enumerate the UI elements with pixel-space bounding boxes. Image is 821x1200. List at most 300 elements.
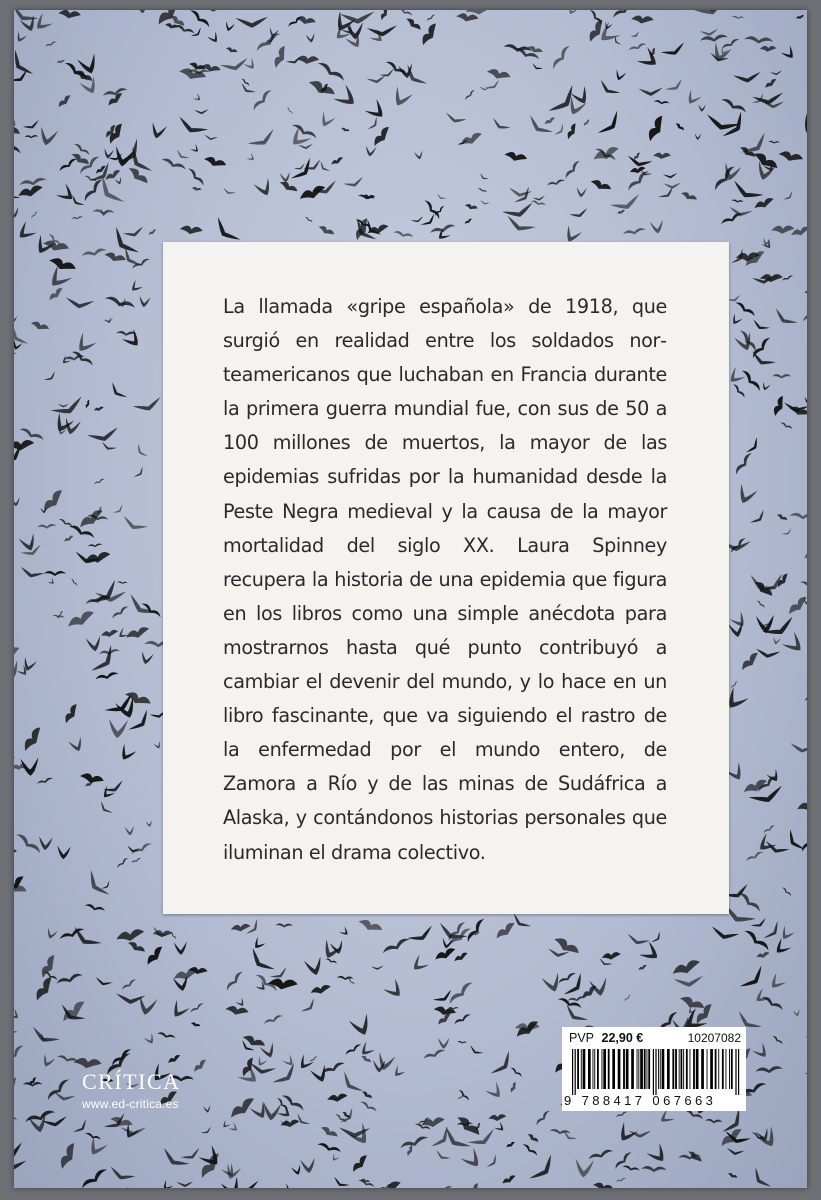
bird-silhouette	[399, 1134, 429, 1150]
barcode-bar	[626, 1049, 629, 1089]
bird-silhouette	[796, 15, 804, 19]
bird-silhouette	[529, 1154, 558, 1185]
bird-silhouette	[407, 926, 436, 946]
bird-silhouette	[286, 106, 293, 114]
bird-silhouette	[626, 934, 650, 948]
bird-silhouette	[731, 16, 744, 20]
bird-silhouette	[14, 10, 39, 26]
bird-silhouette	[543, 117, 556, 125]
bird-silhouette	[18, 426, 45, 442]
bird-silhouette	[207, 31, 221, 45]
bird-silhouette	[763, 824, 776, 834]
bird-silhouette	[468, 1045, 484, 1057]
bird-silhouette	[510, 913, 532, 932]
bird-silhouette	[732, 383, 747, 399]
bird-silhouette	[337, 976, 354, 981]
bird-silhouette	[602, 951, 621, 960]
bird-silhouette	[782, 275, 794, 282]
bird-silhouette	[514, 1020, 541, 1038]
bird-silhouette	[755, 1065, 783, 1074]
bird-silhouette	[630, 31, 640, 38]
bird-silhouette	[548, 85, 580, 118]
bird-silhouette	[318, 161, 330, 174]
barcode-bar	[693, 1049, 695, 1089]
bird-silhouette	[200, 10, 227, 12]
bird-silhouette	[325, 958, 338, 965]
bird-silhouette	[569, 208, 589, 220]
bird-silhouette	[464, 89, 476, 101]
bird-silhouette	[405, 1144, 416, 1156]
bird-silhouette	[768, 141, 780, 144]
bird-silhouette	[296, 52, 320, 67]
barcode-bar	[729, 1049, 730, 1089]
bird-silhouette	[551, 44, 573, 71]
bird-silhouette	[15, 221, 37, 243]
bird-silhouette	[57, 845, 71, 859]
bird-silhouette	[436, 194, 447, 202]
bird-silhouette	[804, 688, 807, 703]
bird-silhouette	[525, 115, 553, 139]
bird-silhouette	[262, 1102, 281, 1121]
bird-silhouette	[567, 10, 578, 16]
barcode-bar	[638, 1049, 639, 1089]
bird-silhouette	[56, 610, 64, 619]
bird-silhouette	[738, 651, 762, 671]
bird-silhouette	[772, 637, 780, 645]
bird-silhouette	[432, 1184, 453, 1188]
bird-silhouette	[417, 22, 442, 46]
bird-silhouette	[434, 205, 446, 217]
bird-silhouette	[14, 316, 19, 325]
bird-silhouette	[143, 945, 167, 966]
bird-silhouette	[194, 109, 209, 114]
barcode-bar	[667, 1049, 670, 1089]
bird-silhouette	[638, 964, 648, 970]
bird-silhouette	[14, 1043, 25, 1065]
bird-silhouette	[458, 1089, 471, 1102]
bird-silhouette	[797, 801, 807, 811]
bird-silhouette	[100, 786, 115, 801]
bird-silhouette	[590, 175, 612, 195]
bird-silhouette	[108, 719, 128, 739]
bird-silhouette	[637, 47, 661, 71]
bird-silhouette	[134, 466, 146, 479]
bird-silhouette	[241, 78, 250, 87]
bird-silhouette	[85, 1136, 107, 1158]
bird-silhouette	[161, 1180, 173, 1188]
barcode-bar	[644, 1049, 646, 1089]
bird-silhouette	[56, 94, 73, 108]
isbn-barcode	[572, 1049, 740, 1095]
bird-silhouette	[358, 1041, 375, 1058]
bird-silhouette	[803, 546, 807, 559]
bird-silhouette	[44, 571, 66, 576]
bird-silhouette	[361, 1089, 372, 1101]
bird-silhouette	[755, 649, 780, 660]
bird-silhouette	[144, 1033, 157, 1046]
bird-silhouette	[103, 148, 114, 159]
price-barcode-label	[562, 1027, 746, 1111]
bird-silhouette	[588, 1148, 614, 1161]
bird-silhouette	[195, 1152, 225, 1179]
bird-silhouette	[752, 1043, 770, 1061]
bird-silhouette	[14, 661, 21, 680]
bird-silhouette	[383, 979, 405, 1001]
bird-silhouette	[121, 978, 138, 992]
bird-silhouette	[628, 42, 647, 52]
bird-silhouette	[367, 25, 398, 37]
bird-silhouette	[177, 1181, 194, 1187]
bird-silhouette	[45, 41, 57, 48]
bird-silhouette	[134, 444, 148, 460]
bird-silhouette	[651, 931, 663, 945]
bird-silhouette	[782, 632, 807, 657]
barcode-bar	[608, 1049, 610, 1089]
bird-silhouette	[300, 1158, 316, 1174]
bird-silhouette	[224, 21, 235, 32]
bird-silhouette	[434, 947, 457, 960]
barcode-bar	[653, 1049, 654, 1095]
bird-silhouette	[69, 927, 102, 952]
bird-silhouette	[32, 13, 53, 34]
barcode-bar	[681, 1049, 683, 1089]
bird-silhouette	[102, 87, 128, 99]
bird-silhouette	[14, 116, 21, 141]
bird-silhouette	[784, 829, 805, 854]
bird-silhouette	[83, 870, 109, 900]
barcode-bar	[686, 1049, 688, 1089]
bird-silhouette	[298, 144, 313, 150]
bird-silhouette	[45, 928, 57, 940]
bird-silhouette	[304, 957, 325, 978]
bird-silhouette	[14, 522, 15, 535]
bird-silhouette	[189, 1002, 204, 1014]
bird-silhouette	[338, 1072, 363, 1097]
bird-silhouette	[804, 289, 807, 296]
bird-silhouette	[617, 210, 625, 215]
bird-silhouette	[504, 147, 528, 165]
bird-silhouette	[116, 628, 129, 641]
bird-silhouette	[37, 524, 56, 530]
bird-silhouette	[42, 1116, 68, 1128]
bird-silhouette	[14, 756, 15, 760]
bird-silhouette	[504, 216, 536, 236]
bird-silhouette	[592, 146, 620, 161]
bird-silhouette	[133, 397, 163, 415]
bird-silhouette	[87, 427, 120, 444]
bird-silhouette	[116, 929, 144, 941]
bird-silhouette	[742, 928, 770, 953]
blurb-panel	[163, 242, 729, 914]
price-value: 22,90 €	[601, 1031, 644, 1045]
barcode-bar	[603, 1049, 606, 1089]
bird-silhouette	[710, 926, 740, 942]
bird-silhouette	[770, 70, 783, 75]
publisher-url: www.ed-critica.es	[82, 1097, 179, 1111]
bird-silhouette	[228, 1122, 239, 1133]
bird-silhouette	[58, 157, 78, 173]
bird-silhouette	[254, 178, 275, 199]
bird-silhouette	[29, 1027, 60, 1048]
bird-silhouette	[280, 1093, 305, 1113]
bird-silhouette	[332, 1177, 350, 1188]
bird-silhouette	[764, 921, 783, 943]
bird-silhouette	[14, 646, 22, 666]
bird-silhouette	[301, 998, 318, 1015]
bird-silhouette	[101, 881, 112, 892]
bird-silhouette	[23, 120, 41, 132]
barcode-bar	[583, 1049, 586, 1089]
bird-silhouette	[50, 396, 86, 420]
bird-silhouette	[310, 1065, 330, 1085]
bird-silhouette	[626, 156, 652, 170]
bird-silhouette	[94, 977, 112, 988]
bird-silhouette	[582, 119, 591, 126]
bird-silhouette	[179, 221, 203, 237]
bird-silhouette	[246, 948, 275, 976]
bird-silhouette	[92, 209, 114, 215]
bird-silhouette	[191, 28, 204, 40]
bird-silhouette	[14, 1094, 17, 1126]
bird-silhouette	[68, 737, 85, 754]
bird-silhouette	[598, 111, 624, 139]
bird-silhouette	[397, 10, 413, 17]
bird-silhouette	[367, 75, 387, 84]
bird-silhouette	[174, 942, 188, 956]
bird-silhouette	[486, 64, 511, 84]
bird-silhouette	[330, 157, 344, 166]
bird-silhouette	[615, 1111, 628, 1119]
bird-silhouette	[128, 710, 153, 736]
bird-silhouette	[663, 183, 681, 189]
bird-silhouette	[220, 58, 250, 74]
bird-silhouette	[79, 768, 104, 787]
barcode-bar	[738, 1049, 739, 1095]
bird-silhouette	[30, 211, 38, 220]
bird-silhouette	[203, 152, 227, 171]
bird-silhouette	[111, 605, 130, 620]
pvp-label: PVP	[569, 1031, 595, 1045]
bird-silhouette	[57, 60, 65, 64]
bird-silhouette	[159, 1148, 190, 1172]
bird-silhouette	[453, 1013, 472, 1026]
bird-silhouette	[698, 104, 705, 111]
bird-silhouette	[778, 146, 804, 166]
book-back-cover	[14, 10, 807, 1188]
bird-silhouette	[756, 600, 766, 609]
barcode-bar	[572, 1049, 573, 1095]
barcode-bar	[696, 1049, 699, 1089]
bird-silhouette	[631, 12, 654, 27]
bird-silhouette	[160, 157, 187, 172]
barcode-bar	[722, 1049, 724, 1089]
bird-silhouette	[501, 1175, 517, 1185]
bird-silhouette	[763, 841, 790, 857]
bird-silhouette	[653, 100, 669, 106]
bird-silhouette	[190, 144, 200, 154]
bird-silhouette	[279, 177, 299, 196]
bird-silhouette	[657, 1109, 674, 1126]
bird-silhouette	[39, 488, 67, 513]
bird-silhouette	[125, 594, 158, 621]
bird-silhouette	[343, 177, 365, 190]
bird-silhouette	[531, 63, 543, 72]
bird-silhouette	[246, 919, 261, 937]
bird-silhouette	[613, 1150, 633, 1170]
barcode-bar	[594, 1049, 595, 1089]
bird-silhouette	[641, 1166, 666, 1173]
bird-silhouette	[411, 216, 425, 224]
bird-silhouette	[639, 941, 662, 964]
bird-silhouette	[139, 651, 153, 665]
bird-silhouette	[772, 374, 791, 378]
bird-silhouette	[494, 1122, 506, 1134]
bird-silhouette	[720, 97, 747, 115]
bird-silhouette	[781, 45, 797, 61]
bird-silhouette	[63, 535, 74, 542]
bird-silhouette	[772, 1035, 784, 1045]
bird-silhouette	[740, 368, 762, 392]
bird-silhouette	[804, 166, 807, 185]
bird-silhouette	[378, 10, 391, 21]
bird-silhouette	[734, 451, 754, 476]
bird-silhouette	[38, 836, 52, 850]
bird-silhouette	[623, 994, 631, 1002]
bird-silhouette	[461, 1148, 484, 1171]
bird-silhouette	[291, 1165, 303, 1177]
bird-silhouette	[733, 72, 762, 84]
bird-silhouette	[14, 1076, 20, 1092]
barcode-bar	[718, 1049, 719, 1089]
bird-silhouette	[108, 382, 128, 402]
bird-silhouette	[745, 850, 764, 863]
barcode-bar	[690, 1049, 691, 1089]
barcode-bar	[658, 1049, 659, 1089]
bird-silhouette	[700, 34, 729, 44]
bird-silhouette	[235, 17, 268, 28]
bird-silhouette	[14, 497, 20, 506]
bird-silhouette	[347, 978, 355, 986]
bird-silhouette	[14, 31, 27, 44]
bird-silhouette	[505, 1141, 515, 1148]
bird-silhouette	[169, 1000, 190, 1021]
bird-silhouette	[646, 1143, 669, 1166]
bird-silhouette	[308, 75, 336, 101]
bird-silhouette	[222, 188, 236, 197]
bird-silhouette	[148, 229, 157, 235]
bird-silhouette	[771, 222, 795, 235]
bird-silhouette	[65, 298, 94, 310]
bird-silhouette	[14, 1008, 21, 1021]
bird-silhouette	[153, 741, 162, 750]
bird-silhouette	[509, 1066, 523, 1078]
barcode-bar	[672, 1049, 674, 1089]
bird-silhouette	[157, 1031, 176, 1040]
bird-silhouette	[771, 308, 797, 329]
barcode-bar	[660, 1049, 661, 1089]
barcode-bar	[715, 1049, 717, 1089]
bird-silhouette	[562, 1004, 588, 1026]
bird-silhouette	[256, 1056, 268, 1068]
price-line	[569, 1031, 741, 1047]
barcode-bar	[726, 1049, 727, 1089]
bird-silhouette	[333, 84, 359, 110]
bird-silhouette	[138, 296, 150, 308]
bird-silhouette	[36, 777, 53, 786]
bird-silhouette	[304, 216, 313, 223]
product-code: 10207082	[687, 1031, 741, 1045]
bird-silhouette	[226, 45, 238, 56]
bird-silhouette	[695, 133, 702, 140]
bird-silhouette	[535, 1109, 551, 1127]
bird-silhouette	[763, 78, 778, 89]
publisher-logo: CRÍTICA	[82, 1069, 181, 1094]
bird-silhouette	[549, 1128, 570, 1135]
bird-silhouette	[108, 1167, 136, 1184]
bird-silhouette	[466, 10, 494, 16]
bird-silhouette	[129, 280, 143, 294]
bird-silhouette	[117, 744, 136, 763]
bird-silhouette	[84, 399, 92, 408]
bird-silhouette	[381, 936, 411, 956]
bird-silhouette	[616, 1177, 627, 1183]
bird-silhouette	[554, 124, 566, 138]
bird-silhouette	[508, 1081, 519, 1093]
bird-silhouette	[113, 504, 125, 515]
bird-silhouette	[123, 226, 145, 239]
bird-silhouette	[316, 60, 346, 83]
bird-silhouette	[638, 88, 662, 97]
bird-silhouette	[167, 1054, 182, 1064]
bird-silhouette	[86, 636, 103, 653]
bird-silhouette	[192, 185, 202, 193]
bird-silhouette	[447, 980, 475, 1007]
bird-silhouette	[280, 10, 307, 12]
barcode-bar	[731, 1049, 733, 1089]
barcode-bar	[683, 1049, 684, 1089]
bird-silhouette	[789, 743, 807, 754]
barcode-bar	[701, 1049, 704, 1089]
bird-silhouette	[104, 248, 127, 266]
bird-silhouette	[61, 703, 82, 724]
bird-silhouette	[767, 973, 786, 992]
bird-silhouette	[800, 831, 807, 854]
bird-silhouette	[14, 207, 20, 219]
bird-silhouette	[740, 966, 768, 994]
bird-silhouette	[186, 167, 205, 187]
bird-silhouette	[277, 1183, 296, 1188]
bird-silhouette	[18, 185, 43, 197]
bird-silhouette	[392, 1065, 406, 1079]
bird-silhouette	[371, 966, 384, 971]
blurb-text: La llamada «gripe española» de 1918, que surgió en realidad entre los soldados norteamericanos que luchaban en Francia durante la primera guerra mundial fue, con sus de 50 a 100 millones de muertos, la mayor de las epidemias sufridas por la humanidad desde la Peste Negra medieval y la causa de la mayor mortalidad del siglo XX. Laura Spinney recupera la historia de una epidemia que figura en los libros como una simple anécdota para mostrarnos hasta qué punto contribuyó a cambiar el devenir del mundo, y lo hace en un libro fascinante, que va siguiendo el rastro de la enfermedad por el mundo entero, de Zamora a Río y de las minas de Sudáfrica a Alaska, y contándonos historias personales que iluminan el drama colectivo.	[223, 295, 667, 864]
bird-silhouette	[426, 14, 436, 22]
bird-silhouette	[80, 1167, 109, 1188]
bird-silhouette	[728, 207, 752, 218]
bird-silhouette	[188, 10, 211, 29]
bird-silhouette	[571, 86, 592, 107]
bird-silhouette	[174, 150, 189, 162]
bird-silhouette	[700, 29, 719, 37]
bird-silhouette	[661, 42, 688, 59]
bird-silhouette	[464, 218, 473, 224]
bird-silhouette	[309, 1055, 318, 1063]
bird-silhouette	[269, 45, 290, 69]
bird-silhouette	[14, 325, 28, 349]
bird-silhouette	[341, 126, 350, 134]
bird-silhouette	[753, 147, 779, 174]
bird-silhouette	[97, 801, 112, 816]
